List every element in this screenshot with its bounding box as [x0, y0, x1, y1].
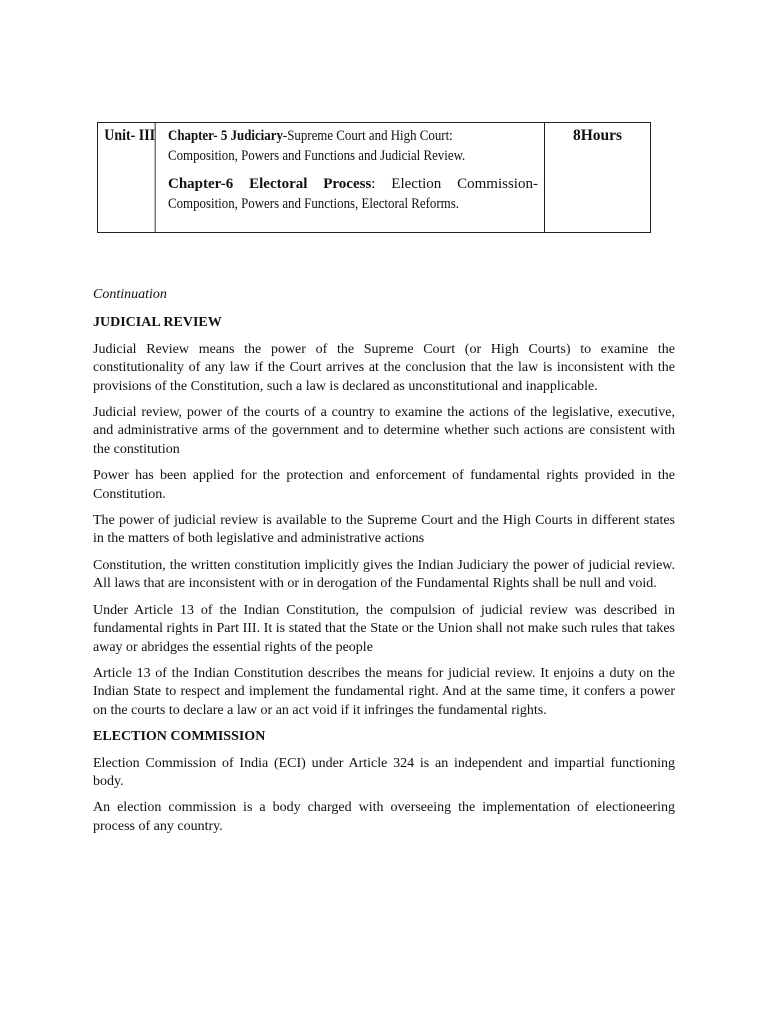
chapter6-word-election: Election: [391, 176, 442, 192]
chapter5-subtitle: -Supreme Court and High Court:: [282, 128, 453, 144]
chapter6-title-b: Electoral: [249, 176, 308, 192]
chapter5-title: Chapter- 5 Judiciary: [168, 128, 283, 144]
chapter5-line2: Composition, Powers and Functions and Judicial Review.: [168, 148, 466, 164]
unit-cell: Unit- III: [98, 123, 156, 232]
chapter6-colon: :: [371, 176, 376, 192]
body-text: [93, 286, 675, 844]
judicial-review-paragraph: Constitution, the written constitution implicitly gives the Indian Judiciary the power of judicial review. All laws that are inconsistent with or in derogation of the Fundamental Rights shall be null and void.: [93, 557, 675, 592]
judicial-review-heading: JUDICIAL REVIEW: [93, 315, 222, 331]
judicial-review-paragraph: Power has been applied for the protection and enforcement of fundamental rights provided in the Constitution.: [93, 468, 675, 502]
election-commission-paragraph: Election Commission of India (ECI) under Article 324 is an independent and impartial functioning body.: [93, 755, 675, 789]
continuation-label: Continuation: [93, 287, 167, 302]
chapter5-line1: [168, 126, 486, 146]
judicial-review-paragraph: Article 13 of the Indian Constitution describes the means for judicial review. It enjoins a duty on the Indian State to respect and implement the fundamental right. And at the same time, it confers a power on the courts to declare a law or an act void if it infringes the fundamental rights.: [93, 665, 675, 718]
hours-cell: 8Hours: [573, 127, 623, 144]
chapters-cell: [162, 123, 545, 232]
judicial-review-paragraph: Judicial Review means the power of the Supreme Court (or High Courts) to examine the constitutionality of any law if the Court arrives at the conclusion that the law is inconsistent with the provisions of the Constitution, such a law is declared as unconstitutional and inapplicable.: [93, 341, 675, 394]
judicial-review-paragraph: The power of judicial review is available to the Supreme Court and the High Courts in different states in the matters of both legislative and administrative actions: [93, 513, 675, 547]
election-commission-paragraph: An election commission is a body charged with overseeing the implementation of electioneering process of any country.: [93, 800, 675, 834]
chapter6-title-c: Process: [323, 176, 372, 192]
chapter6-line1: [168, 174, 538, 194]
syllabus-table: [97, 122, 651, 233]
election-commission-heading: ELECTION COMMISSION: [93, 729, 266, 745]
chapter6-word-commission: Commission-: [457, 176, 538, 192]
chapter6-title-a: Chapter-6: [168, 176, 234, 192]
chapter6-line2: Composition, Powers and Functions, Electoral Reforms.: [168, 196, 459, 212]
judicial-review-paragraph: Under Article 13 of the Indian Constitution, the compulsion of judicial review was described in fundamental rights in Part III. It is stated that the State or the Union shall not make such rules that takes away or abridges the essential rights of the people: [93, 602, 675, 655]
chapter6-title-c-wrap: [323, 174, 375, 194]
judicial-review-paragraph: Judicial review, power of the courts of a country to examine the actions of the legislative, executive, and administrative arms of the government and to determine whether such actions are consistent with the constitution: [93, 405, 675, 457]
